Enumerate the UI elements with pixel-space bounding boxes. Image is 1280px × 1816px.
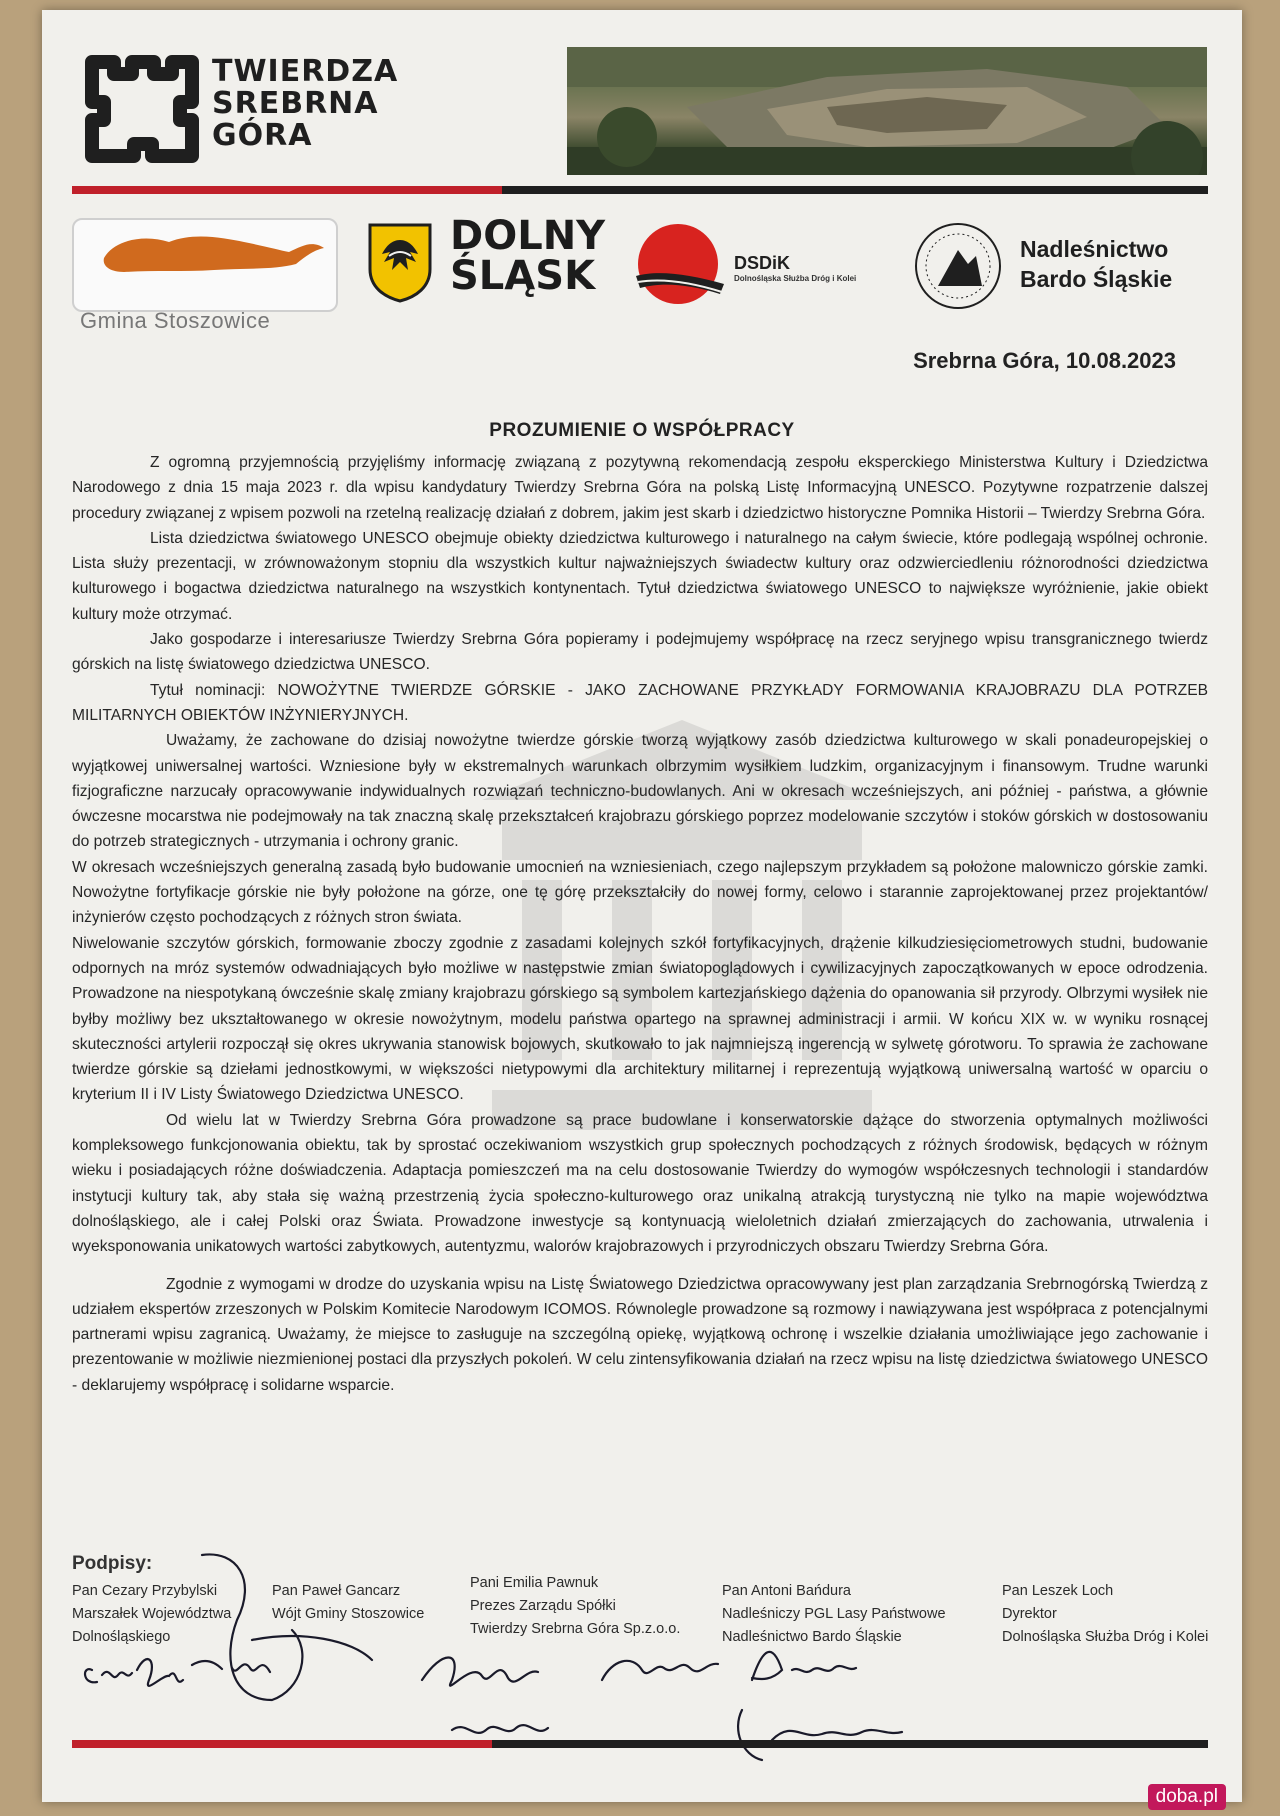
- gmina-name: Gmina Stoszowice: [80, 308, 271, 333]
- dolny-line: ŚLĄSK: [450, 253, 596, 299]
- divider-red: [72, 1740, 492, 1748]
- brand-title: [212, 56, 398, 152]
- lower-silesia-crest-icon: [367, 222, 433, 304]
- signer-line: Pan Leszek Loch: [1002, 1583, 1114, 1599]
- body-paragraph: Z ogromną przyjemnością przyjęliśmy informację związaną z pozytywną rekomendacją zespołu eksperckiego Ministerstwa Kultury i Dziedzictwa Narodowego z dnia 15 maja 2023 r. dla wpisu kandydatury Twierdzy Srebrna Góra na polską Listę Informacyjną UNESCO. Pozytywne rozpatrzenie dalszej procedury związanej z wpisem pozwoli na rzetelną realizację działań z dobrem, jakim jest skarb i dziedzictwo historyczne Pomnika Historii – Twierdzy Srebrna Góra.: [72, 454, 1208, 522]
- document-title: PROZUMIENIE O WSPÓŁPRACY: [489, 420, 795, 441]
- signer-line: Prezes Zarządu Spółki: [470, 1598, 616, 1614]
- document-body: [72, 450, 1208, 1398]
- signer-line: Nadleśniczy PGL Lasy Państwowe: [722, 1606, 946, 1622]
- signature-stroke: [202, 1554, 372, 1700]
- lasy-panstwowe-emblem-icon: [912, 220, 1004, 312]
- footer-divider: [72, 1740, 1208, 1748]
- watermark-label: doba.pl: [1148, 1784, 1226, 1810]
- nadlesnictwo-line: Nadleśnictwo: [1020, 236, 1169, 262]
- signer-line: Wójt Gminy Stoszowice: [272, 1606, 425, 1622]
- brand-title-line: GÓRA: [212, 118, 313, 153]
- signer-line: Pan Paweł Gancarz: [272, 1583, 401, 1599]
- signatures-heading: Podpisy:: [72, 1553, 153, 1574]
- twierdza-logo: [72, 44, 402, 174]
- doba-watermark: [1155, 1778, 1228, 1812]
- signature-stroke: [752, 1652, 856, 1680]
- divider-black: [502, 186, 1208, 194]
- signature-stroke: [85, 1659, 270, 1686]
- nadlesnictwo-logo: [1020, 234, 1172, 294]
- signer-line: Pani Emilia Pawnuk: [470, 1575, 599, 1591]
- body-paragraph: Lista dziedzictwa światowego UNESCO obejmuje obiekty dziedzictwa kulturowego i naturalnego na całym świecie, które podlegają wspólnej ochronie. Lista służy prezentacji, w zrównoważonym stopniu dla wszystkich kultur najważniejszych świadectw kultury oraz odzwierciedleniu różnorodności dziedzictwa kulturowego i bogactwa dziedzictwa naturalnego na wszystkich kontynentach. Tytuł dziedzictwa światowego UNESCO to największe wyróżnienie, jakie obiekt kultury może otrzymać.: [72, 529, 1208, 623]
- handwritten-signatures: [42, 1540, 1242, 1770]
- body-paragraph: Tytuł nominacji: NOWOŻYTNE TWIERDZE GÓRSKIE - JAKO ZACHOWANE PRZYKŁADY FORMOWANIA KRAJOBRAZU DLA POTRZEB MILITARNYCH OBIEKTÓW INŻYNIERYJNYCH.: [72, 681, 1208, 724]
- gmina-map-icon: [74, 220, 336, 280]
- signer-line: Marszałek Województwa: [72, 1606, 232, 1622]
- divider-red: [72, 186, 502, 194]
- signer-line: Pan Antoni Bańdura: [722, 1583, 851, 1599]
- signer-line: Dolnośląskiego: [72, 1629, 171, 1645]
- body-paragraph: W okresach wcześniejszych generalną zasadą było budowanie umocnień na wzniesieniach, czego najlepszym przykładem są położone malowniczo górskie zamki. Nowożytne fortyfikacje górskie nie były położone na górze, one tę górę przekształciły do nowej formy, celowo i starannie zaprojektowanej przez projektantów/ inżynierów często pochodzących z różnych stron świata.: [72, 858, 1208, 927]
- fortress-aerial-photo: [567, 47, 1207, 175]
- fortress-emblem-icon: [72, 44, 202, 174]
- signer-line: Dolnośląska Służba Dróg i Kolei: [1002, 1629, 1209, 1645]
- brand-title-line: TWIERDZA: [212, 54, 399, 89]
- gmina-stoszowice-logo: [72, 218, 338, 333]
- signer-line: Pan Cezary Przybylski: [72, 1583, 218, 1599]
- header-divider: [72, 186, 1208, 194]
- signature-stroke: [422, 1658, 548, 1733]
- brand-title-line: SREBRNA: [212, 86, 379, 121]
- signature-stroke: [738, 1710, 902, 1760]
- signature-stroke: [602, 1661, 718, 1680]
- dolny-slask-logo: [450, 213, 606, 299]
- dsdik-subtitle: Dolnośląska Służba Dróg i Kolei: [734, 274, 857, 283]
- dsdik-title: DSDiK: [734, 253, 791, 273]
- body-paragraph: Zgodnie z wymogami w drodze do uzyskania wpisu na Listę Światowego Dziedzictwa opracowywany jest plan zarządzania Srebrnogórską Twierdzą z udziałem ekspertów zrzeszonych w Polskim Komitecie Narodowym ICOMOS. Równolegle prowadzone są rozmowy i nawiązywana jest współpraca z potencjalnymi partnerami wpisu zagranicą. Uważamy, że miejsce to zasługuje na szczególną opiekę, wyjątkową ochronę i wszelkie działania umożliwiające jego zachowanie i prezentowanie w możliwie niezmienionej postaci dla przyszłych pokoleń. W celu zintensyfikowania działań na rzecz wpisu na listę dziedzictwa światowego UNESCO - deklarujemy współpracę i solidarne wsparcie.: [72, 1275, 1208, 1394]
- nadlesnictwo-line: Bardo Śląskie: [1020, 266, 1173, 292]
- document-page: [42, 10, 1242, 1802]
- body-paragraph: Uważamy, że zachowane do dzisiaj nowożytne twierdze górskie tworzą wyjątkowy zasób dziedzictwa kulturowego w skali ponadeuropejskiej o wyjątkowej uniwersalnej wartości. Wzniesione były w ekstremalnych warunkach olbrzymim wysiłkiem ludzkim, organizacyjnym i finansowym. Trudne warunki fizjograficzne narzucały opracowywanie indywidualnych rozwiązań techniczno-budowlanych. Ani w okresach wcześniejszych, ani później - państwa, a głównie ówczesne mocarstwa nie podejmowały na tak znaczną skalę przekształceń krajobrazu górskiego poprzez modelowanie szczytów i stoków górskich w dostosowaniu do potrzeb strategicznych - utrzymania i ochrony granic.: [72, 732, 1208, 851]
- dolny-line: DOLNY: [450, 213, 606, 259]
- dsdik-emblem-icon: [628, 222, 728, 312]
- divider-black: [492, 1740, 1208, 1748]
- signer-line: Dyrektor: [1002, 1606, 1057, 1622]
- body-paragraph: Od wielu lat w Twierdzy Srebrna Góra prowadzone są prace budowlane i konserwatorskie dążące do stworzenia optymalnych możliwości kompleksowego funkcjonowania obiektu, tak by sprostać oczekiwaniom wszystkich grup społecznych pochodzących z różnych środowisk, będących w różnym wieku i posiadających różne doświadczenia. Adaptacja pomieszczeń ma na celu dostosowanie Twierdzy do wymogów współczesnych technologii i standardów instytucji kultury tak, aby stała się ważną przestrzenią życia społeczno-kulturowego oraz unikalną atrakcją turystyczną nie tylko na mapie województwa dolnośląskiego, ale i całej Polski oraz Świata. Prowadzone inwestycje są kontynuacją wieloletnich działań zmierzających do zachowania, utrwalenia i wyeksponowania unikatowych wartości zabytkowych, autentyzmu, walorów krajobrazowych i przyrodniczych obszaru Twierdzy Srebrna Góra.: [72, 1111, 1208, 1256]
- signer-line: Nadleśnictwo Bardo Śląskie: [722, 1629, 902, 1645]
- signer-line: Twierdzy Srebrna Góra Sp.z.o.o.: [470, 1621, 681, 1637]
- place-date: Srebrna Góra, 10.08.2023: [913, 348, 1176, 373]
- body-paragraph: Niwelowanie szczytów górskich, formowanie zboczy zgodnie z zasadami kolejnych szkół fortyfikacyjnych, drążenie kilkudziesięciometrowych studni, budowanie odpornych na mróz systemów odwadniających było możliwe w następstwie zmian światopoglądowych i cywilizacyjnych zapoczątkowanych w epoce odrodzenia. Prowadzone na niespotykaną ówcześnie skalę zmiany krajobrazu górskiego są symbolem kartezjańskiego dążenia do opanowania sił przyrody. Olbrzymi wysiłek nie byłby możliwy bez ukształtowanego w okresie nowożytnym, modelu państwa opartego na sprawnej administracji i armii. W końcu XIX w. w wyniku rosnącej skuteczności artylerii rozpoczął się okres ukrywania stanowisk bojowych, skutkowało to jak najmniejszą ingerencją w sylwetę górotworu. To sprawia że zachowane twierdze górskie są dziełami jednostkowymi, w większości nietypowymi dla architektury militarnej i reprezentują wyjątkową uniwersalną wartość w oparciu o kryterium II i IV Listy Światowego Dziedzictwa UNESCO.: [72, 934, 1208, 1104]
- body-paragraph: Jako gospodarze i interesariusze Twierdzy Srebrna Góra popieramy i podejmujemy współpracę na rzecz seryjnego wpisu transgranicznego twierdz górskich na listę światowego dziedzictwa UNESCO.: [72, 631, 1208, 674]
